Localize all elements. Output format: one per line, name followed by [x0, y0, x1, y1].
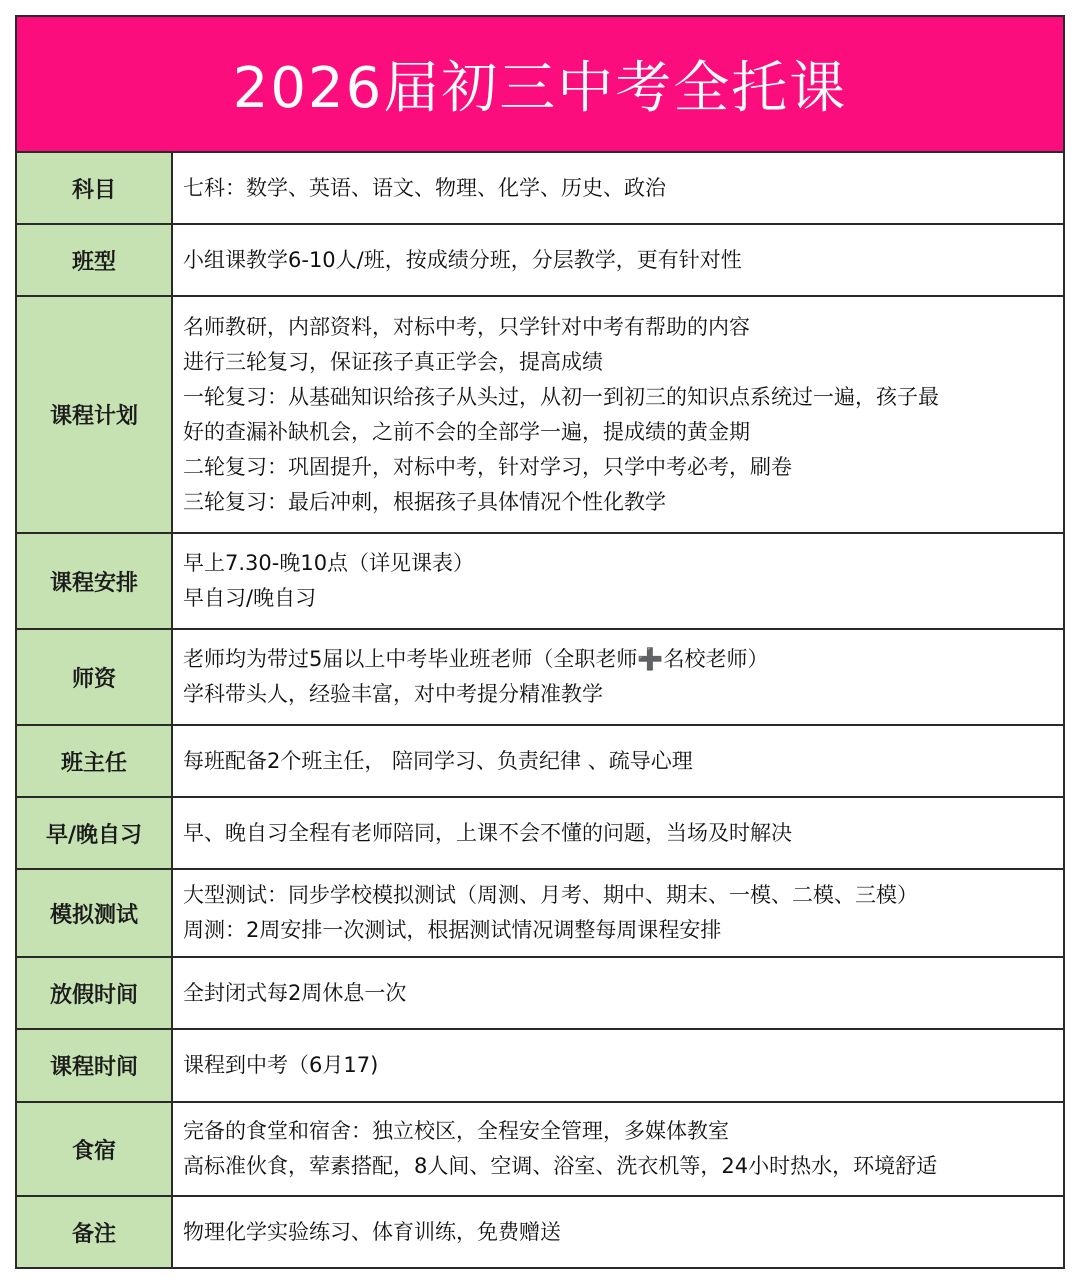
row-content [173, 1103, 1063, 1195]
row-label: 模拟测试 [17, 870, 173, 956]
row-content [173, 1030, 1063, 1101]
row-label: 科目 [17, 153, 173, 223]
content-line: 早自习/晚自习 [183, 586, 317, 610]
row-label: 师资 [17, 630, 173, 724]
content-line: 七科：数学、英语、语文、物理、化学、历史、政治 [183, 175, 666, 200]
content-line: 一轮复习：从基础知识给孩子从头过，从初一到初三的知识点系统过一遍，孩子最 [183, 384, 939, 409]
content-line: 大型测试：同步学校模拟测试（周测、月考、期中、期末、一模、二模、三模） [183, 883, 918, 907]
row-label: 食宿 [17, 1103, 173, 1195]
row-label: 班主任 [17, 726, 173, 796]
content-line: 物理化学实验练习、体育训练，免费赠送 [183, 1219, 561, 1244]
content-line: 老师均为带过5届以上中考毕业班老师（全职老师➕名校老师） [183, 647, 769, 671]
title-banner [17, 17, 1063, 153]
row-label: 课程计划 [17, 297, 173, 532]
row-content [173, 630, 1063, 724]
table-row-self-study [17, 798, 1063, 870]
row-label: 班型 [17, 225, 173, 295]
row-content [173, 726, 1063, 796]
content-line: 每班配备2个班主任， 陪同学习、负责纪律 、疏导心理 [183, 748, 693, 773]
content-line: 课程到中考（6月17) [183, 1053, 379, 1077]
row-content [173, 297, 1063, 532]
table-row-head-teacher [17, 726, 1063, 798]
table-row-subjects [17, 153, 1063, 225]
table-row-notes [17, 1197, 1063, 1267]
content-line: 好的查漏补缺机会，之前不会的全部学一遍，提成绩的黄金期 [183, 419, 750, 444]
row-content [173, 534, 1063, 628]
content-line: 高标准伙食，荤素搭配，8人间、空调、浴室、洗衣机等，24小时热水，环境舒适 [183, 1154, 938, 1178]
content-line: 早、晚自习全程有老师陪同，上课不会不懂的问题，当场及时解决 [183, 820, 792, 845]
row-label: 早/晚自习 [17, 798, 173, 868]
row-content [173, 870, 1063, 956]
row-label: 课程安排 [17, 534, 173, 628]
page-title: 2026届初三中考全托课 [232, 56, 848, 121]
row-label: 备注 [17, 1197, 173, 1267]
content-line: 名师教研，内部资料，对标中考，只学针对中考有帮助的内容 [183, 314, 750, 339]
content-line: 全封闭式每2周休息一次 [183, 980, 407, 1005]
content-line: 二轮复习：巩固提升，对标中考，针对学习，只学中考必考，刷卷 [183, 454, 792, 479]
row-content [173, 958, 1063, 1028]
table-row-board-lodging [17, 1103, 1063, 1197]
table-row-course-duration [17, 1030, 1063, 1103]
table-row-teachers [17, 630, 1063, 726]
table-row-schedule [17, 534, 1063, 630]
table-row-course-plan [17, 297, 1063, 534]
row-content [173, 153, 1063, 223]
table-row-class-type [17, 225, 1063, 297]
content-line: 小组课教学6-10人/班，按成绩分班，分层教学，更有针对性 [183, 247, 742, 272]
row-content [173, 798, 1063, 868]
row-content [173, 1197, 1063, 1267]
content-line: 进行三轮复习，保证孩子真正学会，提高成绩 [183, 349, 603, 374]
content-line: 完备的食堂和宿舍：独立校区，全程安全管理，多媒体教室 [183, 1119, 729, 1143]
course-info-table [15, 15, 1065, 1269]
row-label: 放假时间 [17, 958, 173, 1028]
content-line: 周测：2周安排一次测试，根据测试情况调整每周课程安排 [183, 918, 722, 942]
content-line: 三轮复习：最后冲刺，根据孩子具体情况个性化教学 [183, 489, 666, 514]
content-line: 早上7.30-晚10点（详见课表） [183, 551, 475, 575]
table-row-holidays [17, 958, 1063, 1030]
content-line: 学科带头人，经验丰富，对中考提分精准教学 [183, 682, 603, 706]
row-label: 课程时间 [17, 1030, 173, 1101]
row-content [173, 225, 1063, 295]
table-row-mock-tests [17, 870, 1063, 958]
